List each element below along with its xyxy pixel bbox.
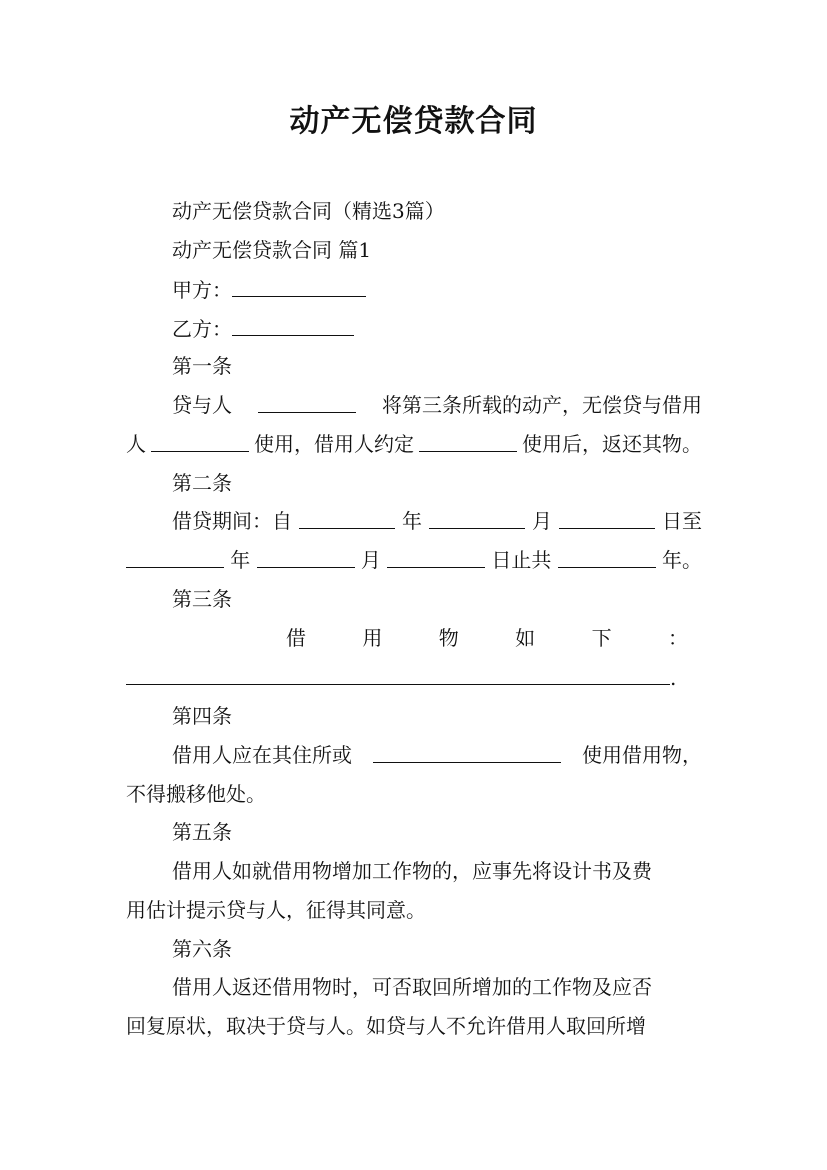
article-1-text: 将第三条所载的动产，无偿贷与借用 (382, 393, 702, 417)
article-2-text: 月 (532, 509, 552, 533)
article-3-end: . (670, 666, 677, 690)
article-2-text: 年 (230, 548, 251, 572)
article-4-text: 使用借用物， (582, 743, 702, 767)
article-2-heading: 第二条 (172, 471, 232, 495)
usage-blank (419, 429, 517, 452)
article-1-line-2 (126, 429, 702, 459)
article-5-heading: 第五条 (172, 820, 232, 844)
article-2-line-2 (126, 545, 702, 575)
article-1-line-1 (172, 390, 702, 420)
article-1-text: 使用，借用人约定 (254, 432, 414, 456)
start-year-blank (299, 506, 395, 529)
party-b-label: 乙方： (172, 317, 232, 341)
party-a-blank (232, 274, 366, 297)
article-1-text: 使用后，返还其物。 (522, 432, 702, 456)
article-1-text: 人 (126, 432, 146, 456)
article-3-heading: 第三条 (172, 587, 232, 611)
article-6-line-1: 借用人返还借用物时，可否取回所增加的工作物及应否 (172, 975, 652, 999)
part-heading: 动产无偿贷款合同 篇1 (172, 238, 372, 262)
lender-blank (258, 390, 356, 413)
article-4-heading: 第四条 (172, 704, 232, 728)
article-3-char: 用 (362, 626, 383, 650)
total-years-blank (558, 545, 656, 568)
party-b-blank (232, 313, 354, 336)
party-a-line (172, 274, 702, 305)
usage-location-blank (373, 740, 561, 763)
borrowed-items-blank (126, 662, 670, 685)
article-3-char: 如 (515, 626, 536, 650)
article-2-text: 日止共 (491, 548, 552, 572)
article-2-text: 借贷期间：自 (172, 509, 292, 533)
document-title: 动产无偿贷款合同 (289, 104, 538, 139)
end-day-blank (387, 545, 485, 568)
article-3-line-2 (126, 662, 702, 693)
article-2-text: 日至 (662, 509, 702, 533)
party-b-line (172, 313, 702, 344)
article-4-line-1 (172, 740, 702, 770)
intro-line: 动产无偿贷款合同（精选3篇） (172, 199, 445, 223)
party-a-label: 甲方： (172, 278, 232, 302)
start-month-blank (429, 506, 525, 529)
article-6-heading: 第六条 (172, 937, 232, 961)
article-3-line-1 (286, 623, 688, 653)
article-2-text: 年 (402, 509, 422, 533)
article-2-text: 月 (360, 548, 381, 572)
borrower-blank (151, 429, 249, 452)
article-5-line-2: 用估计提示贷与人，征得其同意。 (126, 898, 426, 922)
article-2-line-1 (172, 506, 702, 536)
article-1-text: 贷与人 (172, 393, 232, 417)
article-5-line-1: 借用人如就借用物增加工作物的，应事先将设计书及费 (172, 859, 652, 883)
article-4-text: 借用人应在其住所或 (172, 743, 352, 767)
article-2-text: 年。 (661, 548, 702, 572)
article-1-heading: 第一条 (172, 354, 232, 378)
end-year-blank (126, 545, 224, 568)
start-day-blank (559, 506, 655, 529)
article-3-char: 下 (591, 626, 612, 650)
article-4-line-2: 不得搬移他处。 (126, 782, 266, 806)
article-6-line-2: 回复原状，取决于贷与人。如贷与人不允许借用人取回所增 (126, 1014, 646, 1038)
end-month-blank (257, 545, 355, 568)
article-3-char: 物 (438, 626, 459, 650)
article-3-char: ： (667, 626, 688, 650)
article-3-char: 借 (286, 626, 306, 650)
